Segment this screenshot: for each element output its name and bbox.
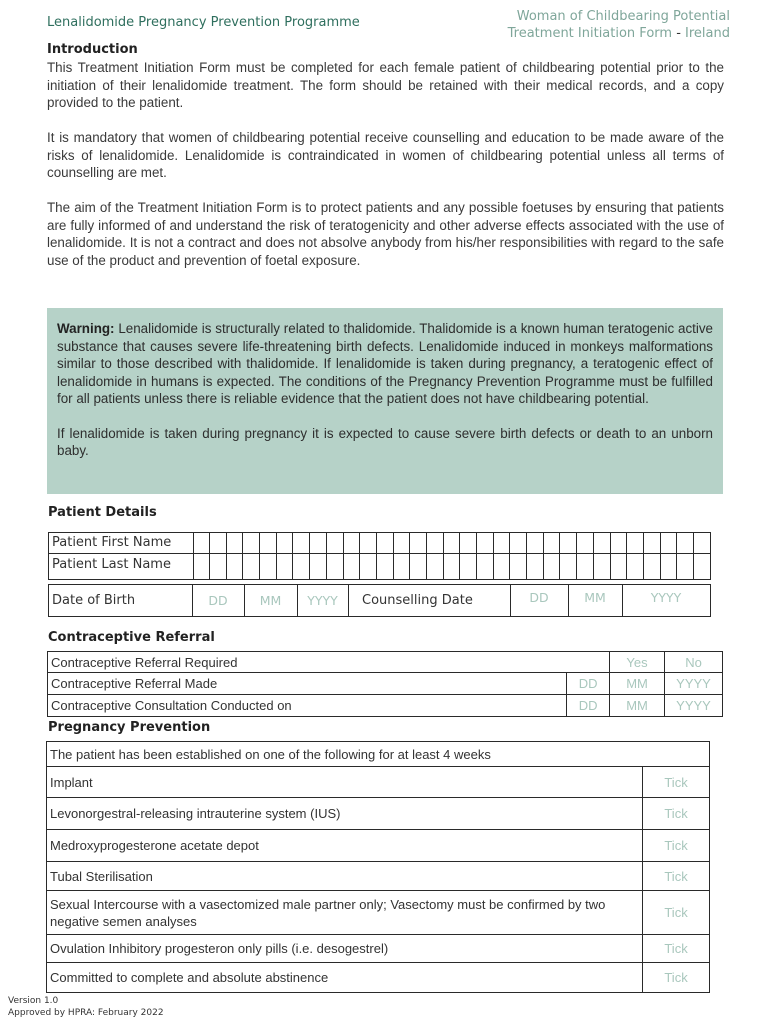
character-box[interactable]	[677, 553, 694, 580]
pregnancy-prevention-heading: Pregnancy Prevention	[48, 720, 211, 735]
character-box[interactable]	[627, 532, 644, 554]
method-label: Implant	[47, 767, 643, 798]
method-label: Committed to complete and absolute abstinence	[47, 963, 643, 993]
version-text: Version 1.0	[8, 996, 59, 1006]
warning-body: Lenalidomide is structurally related to thalidomide. Thalidomide is a known human teratogenic active substance that causes severe life-threatening birth defects. Lenalidomide induced in monkeys malformations similar to those described with thalidomide. If lenalidomide is taken during pregnancy, a teratogenic effect of lenalidomide in humans is expected. The conditions of the Pregnancy Prevention Programme must be fulfilled for all patients unless there is reliable evidence that the patient does not have childbearing potential.	[57, 321, 713, 406]
method-label: Tubal Sterilisation	[47, 862, 643, 891]
last-name-input-grid[interactable]	[193, 553, 711, 580]
method-label: Ovulation Inhibitory progesteron only pills (i.e. desogestrel)	[47, 935, 643, 963]
form-title-line2	[508, 25, 730, 42]
character-box[interactable]	[243, 532, 260, 554]
character-box[interactable]	[344, 553, 361, 580]
counselling-year-field[interactable]: YYYY	[622, 584, 711, 617]
character-box[interactable]	[560, 532, 577, 554]
character-box[interactable]	[644, 532, 661, 554]
prevention-intro: The patient has been established on one of the following for at least 4 weeks	[47, 742, 710, 767]
character-box[interactable]	[344, 532, 361, 554]
character-box[interactable]	[644, 553, 661, 580]
method-row	[47, 862, 710, 891]
character-box[interactable]	[444, 532, 461, 554]
counselling-date-label: Counselling Date	[348, 584, 511, 617]
character-box[interactable]	[293, 532, 310, 554]
character-box[interactable]	[227, 553, 244, 580]
character-box[interactable]	[560, 553, 577, 580]
character-box[interactable]	[210, 553, 227, 580]
approval-text: Approved by HPRA: February 2022	[8, 1008, 164, 1018]
character-box[interactable]	[277, 553, 294, 580]
character-box[interactable]	[510, 553, 527, 580]
character-box[interactable]	[694, 553, 711, 580]
character-box[interactable]	[460, 532, 477, 554]
character-box[interactable]	[677, 532, 694, 554]
referral-required-row	[48, 652, 723, 673]
character-box[interactable]	[243, 553, 260, 580]
form-title-name: Treatment Initiation Form	[507, 26, 673, 41]
consultation-row	[48, 695, 723, 717]
form-title	[508, 8, 730, 42]
dob-label: Date of Birth	[48, 584, 193, 617]
referral-made-day[interactable]: DD	[567, 673, 610, 695]
prevention-intro-row	[47, 742, 710, 767]
character-box[interactable]	[410, 532, 427, 554]
character-box[interactable]	[310, 553, 327, 580]
method-label: Medroxyprogesterone acetate depot	[47, 830, 643, 862]
referral-required-label: Contraceptive Referral Required	[48, 652, 610, 673]
introduction-heading: Introduction	[47, 42, 138, 57]
method-tick-box[interactable]: Tick	[643, 798, 710, 830]
character-box[interactable]	[327, 553, 344, 580]
character-box[interactable]	[577, 553, 594, 580]
warning-birth-defects: If lenalidomide is taken during pregnancy it is expected to cause severe birth defects or death to an unborn baby.	[57, 425, 713, 458]
footer	[8, 995, 164, 1019]
character-box[interactable]	[577, 532, 594, 554]
character-box[interactable]	[394, 532, 411, 554]
intro-paragraph-1: This Treatment Initiation Form must be completed for each female patient of childbearing potential prior to the initiation of their lenalidomide treatment. The form should be retained with their medical records, and a copy provided to the patient.	[47, 60, 724, 110]
dob-year-field[interactable]: YYYY	[297, 584, 349, 617]
character-box[interactable]	[193, 553, 210, 580]
character-box[interactable]	[544, 532, 561, 554]
first-name-input-grid[interactable]	[193, 532, 711, 554]
character-box[interactable]	[527, 553, 544, 580]
referral-made-month[interactable]: MM	[610, 673, 665, 695]
patient-details-heading: Patient Details	[48, 505, 157, 520]
form-title-line1: Woman of Childbearing Potential	[516, 9, 730, 24]
intro-paragraph-3: The aim of the Treatment Initiation Form is to protect patients and any possible foetuses by ensuring that patients are fully informed of and understand the risk of teratogenicity and other adverse effects associated with the use of lenalidomide. It is not a contract and does not absolve anybody from his/her responsibilities with regard to the safe use of the product and prevention of foetal exposure.	[47, 200, 724, 268]
character-box[interactable]	[661, 553, 678, 580]
contraceptive-referral-heading: Contraceptive Referral	[48, 630, 215, 645]
method-label: Levonorgestral-releasing intrauterine system (IUS)	[47, 798, 643, 830]
method-tick-box[interactable]: Tick	[643, 830, 710, 862]
character-box[interactable]	[594, 532, 611, 554]
method-tick-box[interactable]: Tick	[643, 963, 710, 993]
character-box[interactable]	[394, 553, 411, 580]
referral-required-yes[interactable]: Yes	[610, 652, 665, 673]
character-box[interactable]	[510, 532, 527, 554]
method-row	[47, 935, 710, 963]
method-row	[47, 891, 710, 935]
character-box[interactable]	[410, 553, 427, 580]
character-box[interactable]	[193, 532, 210, 554]
character-box[interactable]	[260, 532, 277, 554]
character-box[interactable]	[260, 553, 277, 580]
method-row	[47, 798, 710, 830]
referral-made-label: Contraceptive Referral Made	[48, 673, 567, 695]
character-box[interactable]	[494, 532, 511, 554]
method-row	[47, 830, 710, 862]
consultation-day[interactable]: DD	[567, 695, 610, 717]
character-box[interactable]	[277, 532, 294, 554]
character-box[interactable]	[427, 532, 444, 554]
character-box[interactable]	[611, 553, 628, 580]
character-box[interactable]	[377, 532, 394, 554]
counselling-day-field[interactable]: DD	[510, 584, 569, 617]
character-box[interactable]	[477, 553, 494, 580]
character-box[interactable]	[293, 553, 310, 580]
character-box[interactable]	[694, 532, 711, 554]
intro-paragraph-2: It is mandatory that women of childbearing potential receive counselling and education to be made aware of the risks of lenalidomide. Lenalidomide is contraindicated in women of childbearing potential unless all terms of counselling are met.	[47, 130, 724, 180]
warning-label: Warning:	[57, 321, 115, 336]
form-title-dash: -	[672, 26, 686, 41]
method-row	[47, 767, 710, 798]
character-box[interactable]	[377, 553, 394, 580]
character-box[interactable]	[527, 532, 544, 554]
method-label: Sexual Intercourse with a vasectomized male partner only; Vasectomy must be confirmed by two negative semen analyses	[47, 891, 643, 935]
referral-made-row	[48, 673, 723, 695]
character-box[interactable]	[544, 553, 561, 580]
programme-title: Lenalidomide Pregnancy Prevention Programme	[47, 15, 360, 30]
dob-month-field[interactable]: MM	[244, 584, 298, 617]
method-tick-box[interactable]: Tick	[643, 935, 710, 963]
referral-made-year[interactable]: YYYY	[665, 673, 723, 695]
referral-required-no[interactable]: No	[665, 652, 723, 673]
character-box[interactable]	[427, 553, 444, 580]
character-box[interactable]	[210, 532, 227, 554]
method-row	[47, 963, 710, 993]
method-tick-box[interactable]: Tick	[643, 891, 710, 935]
consultation-label: Contraceptive Consultation Conducted on	[48, 695, 567, 717]
pregnancy-prevention-table	[46, 741, 710, 993]
character-box[interactable]	[327, 532, 344, 554]
contraceptive-referral-table	[47, 651, 723, 717]
dob-day-field[interactable]: DD	[192, 584, 245, 617]
character-box[interactable]	[310, 532, 327, 554]
character-box[interactable]	[360, 553, 377, 580]
character-box[interactable]	[227, 532, 244, 554]
method-tick-box[interactable]: Tick	[643, 862, 710, 891]
character-box[interactable]	[661, 532, 678, 554]
character-box[interactable]	[460, 553, 477, 580]
consultation-month[interactable]: MM	[610, 695, 665, 717]
last-name-label: Patient Last Name	[48, 553, 193, 580]
character-box[interactable]	[444, 553, 461, 580]
first-name-label: Patient First Name	[48, 532, 193, 554]
warning-text	[57, 320, 713, 408]
character-box[interactable]	[627, 553, 644, 580]
character-box[interactable]	[360, 532, 377, 554]
character-box[interactable]	[494, 553, 511, 580]
consultation-year[interactable]: YYYY	[665, 695, 723, 717]
counselling-month-field[interactable]: MM	[568, 584, 623, 617]
character-box[interactable]	[477, 532, 494, 554]
character-box[interactable]	[594, 553, 611, 580]
character-box[interactable]	[611, 532, 628, 554]
method-tick-box[interactable]: Tick	[643, 767, 710, 798]
form-title-country: Ireland	[685, 26, 730, 41]
warning-box	[47, 308, 723, 494]
